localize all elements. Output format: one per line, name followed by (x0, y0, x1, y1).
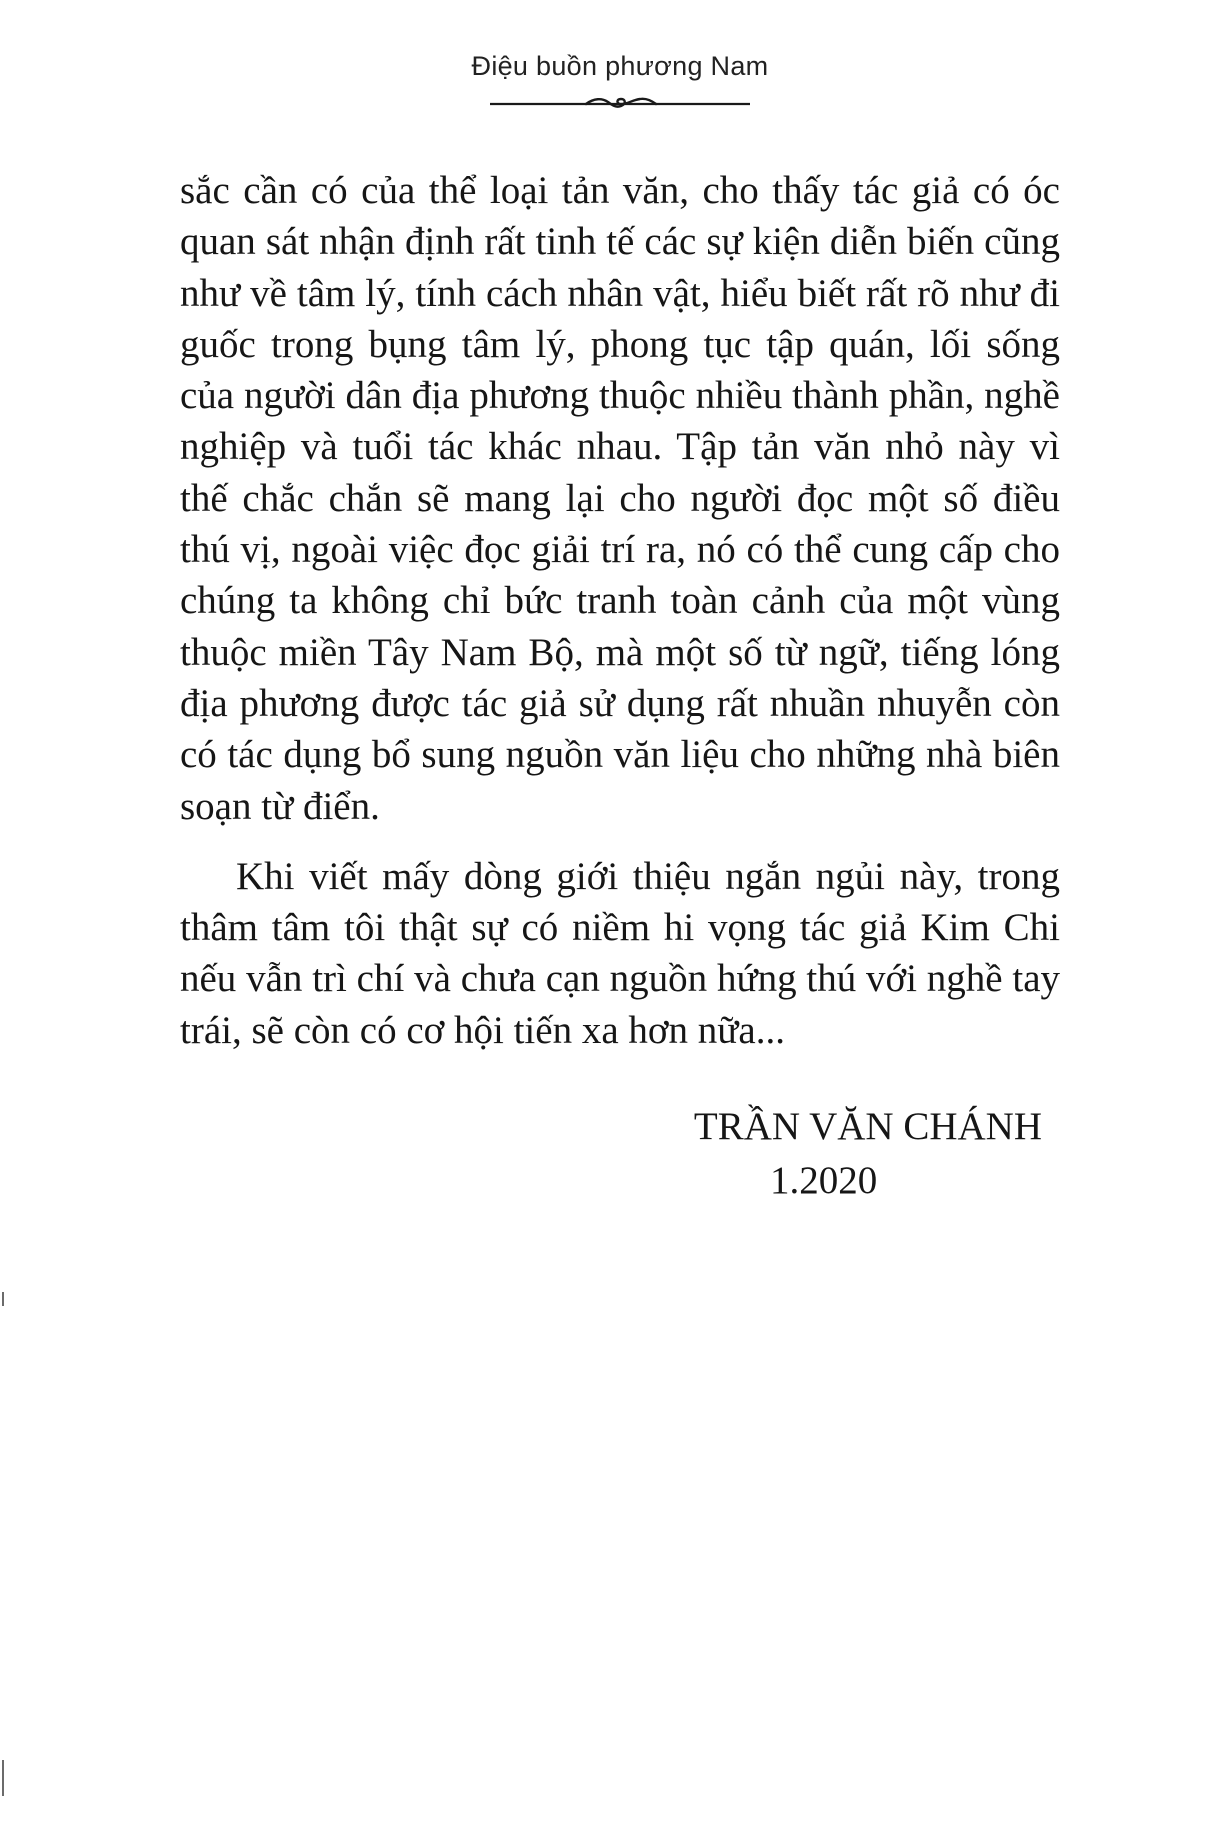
running-title: Điệu buồn phương Nam (471, 51, 769, 81)
paragraph: sắc cần có của thể loại tản văn, cho thấy tác giả có óc quan sát nhận định rất tinh tế các sự kiện diễn biến cũng như về tâm lý, tính cách nhân vật, hiểu biết rất rõ như đi guốc trong bụng tâm lý, phong tục tập quán, lối sống của người dân địa phương thuộc nhiều thành phần, nghề nghiệp và tuổi tác khác nhau. Tập tản văn nhỏ này vì thế chắc chắn sẽ mang lại cho người đọc một số điều thú vị, ngoài việc đọc giải trí ra, nó có thể cung cấp cho chúng ta không chỉ bức tranh toàn cảnh của một vùng thuộc miền Tây Nam Bộ, mà một số từ ngữ, tiếng lóng địa phương được tác giả sử dụng rất nhuần nhuyễn còn có tác dụng bổ sung nguồn văn liệu cho những nhà biên soạn từ điển. (180, 169, 1060, 828)
author-name: TRẦN VĂN CHÁNH (693, 1105, 1042, 1148)
scan-edge-mark (2, 1760, 4, 1796)
body-text (180, 165, 1060, 1056)
scroll-flourish-icon (490, 96, 750, 112)
page-header (470, 50, 770, 112)
scan-edge-mark (2, 1292, 4, 1306)
paragraph: Khi viết mấy dòng giới thiệu ngắn ngủi này, trong thâm tâm tôi thật sự có niềm hi vọng tác giả Kim Chi nếu vẫn trì chí và chưa cạn nguồn hứng thú với nghề tay trái, sẽ còn có cơ hội tiến xa hơn nữa... (180, 854, 1060, 1052)
signature-date: 1.2020 (770, 1159, 878, 1202)
signature-block (660, 1100, 1060, 1208)
